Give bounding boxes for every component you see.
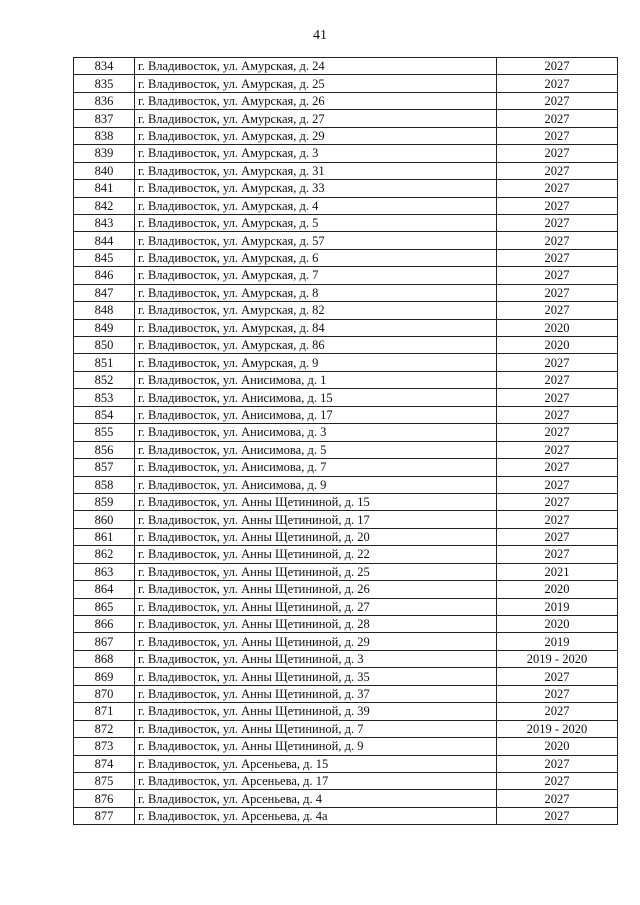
row-address: г. Владивосток, ул. Анны Щетининой, д. 39	[135, 703, 497, 720]
table-row	[74, 302, 618, 319]
row-year: 2020	[497, 738, 618, 755]
table-row	[74, 127, 618, 144]
row-year: 2027	[497, 476, 618, 493]
row-address: г. Владивосток, ул. Амурская, д. 9	[135, 354, 497, 371]
row-number: 877	[74, 807, 135, 824]
row-number: 874	[74, 755, 135, 772]
row-number: 862	[74, 546, 135, 563]
row-number: 857	[74, 459, 135, 476]
table-row	[74, 738, 618, 755]
table-row	[74, 493, 618, 510]
table-row	[74, 75, 618, 92]
row-address: г. Владивосток, ул. Арсеньева, д. 17	[135, 772, 497, 789]
table-row	[74, 371, 618, 388]
row-address: г. Владивосток, ул. Анны Щетининой, д. 35	[135, 668, 497, 685]
row-number: 854	[74, 406, 135, 423]
row-number: 863	[74, 563, 135, 580]
row-number: 838	[74, 127, 135, 144]
row-year: 2027	[497, 197, 618, 214]
row-address: г. Владивосток, ул. Анисимова, д. 3	[135, 424, 497, 441]
row-year: 2027	[497, 92, 618, 109]
row-year: 2020	[497, 581, 618, 598]
row-number: 870	[74, 685, 135, 702]
table-row	[74, 92, 618, 109]
table-row	[74, 267, 618, 284]
row-address: г. Владивосток, ул. Амурская, д. 24	[135, 58, 497, 75]
row-address: г. Владивосток, ул. Амурская, д. 31	[135, 162, 497, 179]
table-row	[74, 180, 618, 197]
row-number: 868	[74, 650, 135, 667]
row-address: г. Владивосток, ул. Анны Щетининой, д. 22	[135, 546, 497, 563]
row-address: г. Владивосток, ул. Амурская, д. 7	[135, 267, 497, 284]
row-number: 849	[74, 319, 135, 336]
table-row	[74, 337, 618, 354]
row-number: 856	[74, 441, 135, 458]
row-number: 850	[74, 337, 135, 354]
row-year: 2027	[497, 58, 618, 75]
table-row	[74, 807, 618, 824]
row-address: г. Владивосток, ул. Анны Щетининой, д. 7	[135, 720, 497, 737]
row-number: 852	[74, 371, 135, 388]
row-address: г. Владивосток, ул. Анны Щетининой, д. 20	[135, 528, 497, 545]
row-address: г. Владивосток, ул. Анны Щетининой, д. 28	[135, 616, 497, 633]
row-address: г. Владивосток, ул. Анны Щетининой, д. 26	[135, 581, 497, 598]
row-year: 2027	[497, 162, 618, 179]
table-row	[74, 668, 618, 685]
row-address: г. Владивосток, ул. Арсеньева, д. 4а	[135, 807, 497, 824]
table-row	[74, 249, 618, 266]
row-number: 875	[74, 772, 135, 789]
table-row	[74, 685, 618, 702]
row-number: 860	[74, 511, 135, 528]
table-row	[74, 790, 618, 807]
row-year: 2021	[497, 563, 618, 580]
row-year: 2027	[497, 127, 618, 144]
table-row	[74, 581, 618, 598]
row-number: 861	[74, 528, 135, 545]
row-address: г. Владивосток, ул. Амурская, д. 8	[135, 284, 497, 301]
row-address: г. Владивосток, ул. Амурская, д. 25	[135, 75, 497, 92]
table-row	[74, 459, 618, 476]
row-address: г. Владивосток, ул. Анисимова, д. 15	[135, 389, 497, 406]
table-row	[74, 284, 618, 301]
row-address: г. Владивосток, ул. Амурская, д. 84	[135, 319, 497, 336]
row-address: г. Владивосток, ул. Амурская, д. 86	[135, 337, 497, 354]
row-year: 2027	[497, 371, 618, 388]
row-address: г. Владивосток, ул. Амурская, д. 82	[135, 302, 497, 319]
table-row	[74, 598, 618, 615]
row-address: г. Владивосток, ул. Анны Щетининой, д. 27	[135, 598, 497, 615]
row-address: г. Владивосток, ул. Анны Щетининой, д. 37	[135, 685, 497, 702]
row-address: г. Владивосток, ул. Амурская, д. 3	[135, 145, 497, 162]
row-number: 842	[74, 197, 135, 214]
row-year: 2020	[497, 337, 618, 354]
row-address: г. Владивосток, ул. Анисимова, д. 5	[135, 441, 497, 458]
row-year: 2027	[497, 75, 618, 92]
row-year: 2027	[497, 424, 618, 441]
row-year: 2027	[497, 528, 618, 545]
table-row	[74, 162, 618, 179]
row-number: 873	[74, 738, 135, 755]
row-number: 876	[74, 790, 135, 807]
table-row	[74, 772, 618, 789]
row-address: г. Владивосток, ул. Анны Щетининой, д. 25	[135, 563, 497, 580]
table-row	[74, 214, 618, 231]
row-address: г. Владивосток, ул. Анны Щетининой, д. 3	[135, 650, 497, 667]
row-number: 853	[74, 389, 135, 406]
table-row	[74, 441, 618, 458]
row-year: 2027	[497, 772, 618, 789]
row-year: 2027	[497, 459, 618, 476]
row-number: 872	[74, 720, 135, 737]
row-year: 2027	[497, 302, 618, 319]
row-number: 848	[74, 302, 135, 319]
table-row	[74, 650, 618, 667]
table-row	[74, 616, 618, 633]
row-number: 867	[74, 633, 135, 650]
row-address: г. Владивосток, ул. Анисимова, д. 9	[135, 476, 497, 493]
table-row	[74, 511, 618, 528]
table-row	[74, 720, 618, 737]
row-address: г. Владивосток, ул. Амурская, д. 26	[135, 92, 497, 109]
row-year: 2027	[497, 685, 618, 702]
table-row	[74, 389, 618, 406]
row-year: 2027	[497, 214, 618, 231]
table-row	[74, 703, 618, 720]
row-number: 846	[74, 267, 135, 284]
row-number: 835	[74, 75, 135, 92]
table-body	[74, 58, 618, 825]
row-number: 859	[74, 493, 135, 510]
row-number: 845	[74, 249, 135, 266]
row-address: г. Владивосток, ул. Анисимова, д. 7	[135, 459, 497, 476]
row-year: 2027	[497, 807, 618, 824]
row-number: 866	[74, 616, 135, 633]
row-number: 841	[74, 180, 135, 197]
row-address: г. Владивосток, ул. Амурская, д. 27	[135, 110, 497, 127]
row-year: 2027	[497, 110, 618, 127]
row-number: 871	[74, 703, 135, 720]
table-row	[74, 406, 618, 423]
row-year: 2027	[497, 546, 618, 563]
row-number: 844	[74, 232, 135, 249]
row-address: г. Владивосток, ул. Амурская, д. 6	[135, 249, 497, 266]
row-year: 2027	[497, 511, 618, 528]
table-row	[74, 58, 618, 75]
row-year: 2027	[497, 406, 618, 423]
row-address: г. Владивосток, ул. Анисимова, д. 17	[135, 406, 497, 423]
table-row	[74, 145, 618, 162]
row-address: г. Владивосток, ул. Амурская, д. 4	[135, 197, 497, 214]
table-row	[74, 232, 618, 249]
row-year: 2027	[497, 493, 618, 510]
table-row	[74, 755, 618, 772]
row-number: 837	[74, 110, 135, 127]
row-address: г. Владивосток, ул. Амурская, д. 57	[135, 232, 497, 249]
table-row	[74, 354, 618, 371]
row-year: 2027	[497, 668, 618, 685]
row-address: г. Владивосток, ул. Анны Щетининой, д. 17	[135, 511, 497, 528]
address-table	[73, 57, 618, 825]
row-year: 2027	[497, 354, 618, 371]
row-number: 864	[74, 581, 135, 598]
table-row	[74, 528, 618, 545]
row-address: г. Владивосток, ул. Анны Щетининой, д. 15	[135, 493, 497, 510]
page-number: 41	[313, 28, 327, 43]
row-address: г. Владивосток, ул. Анисимова, д. 1	[135, 371, 497, 388]
row-number: 851	[74, 354, 135, 371]
row-number: 858	[74, 476, 135, 493]
row-year: 2019 - 2020	[497, 650, 618, 667]
table-row	[74, 633, 618, 650]
table-row	[74, 563, 618, 580]
row-year: 2027	[497, 389, 618, 406]
row-year: 2027	[497, 180, 618, 197]
row-year: 2027	[497, 249, 618, 266]
row-year: 2027	[497, 755, 618, 772]
row-year: 2020	[497, 616, 618, 633]
row-address: г. Владивосток, ул. Анны Щетининой, д. 29	[135, 633, 497, 650]
row-number: 834	[74, 58, 135, 75]
row-address: г. Владивосток, ул. Амурская, д. 5	[135, 214, 497, 231]
row-number: 840	[74, 162, 135, 179]
row-year: 2027	[497, 790, 618, 807]
row-year: 2027	[497, 441, 618, 458]
table-row	[74, 424, 618, 441]
row-address: г. Владивосток, ул. Амурская, д. 33	[135, 180, 497, 197]
row-year: 2027	[497, 703, 618, 720]
row-year: 2027	[497, 267, 618, 284]
table-row	[74, 476, 618, 493]
row-address: г. Владивосток, ул. Арсеньева, д. 4	[135, 790, 497, 807]
table-row	[74, 110, 618, 127]
row-number: 839	[74, 145, 135, 162]
row-year: 2027	[497, 232, 618, 249]
row-number: 836	[74, 92, 135, 109]
row-year: 2019 - 2020	[497, 720, 618, 737]
table-row	[74, 546, 618, 563]
row-number: 843	[74, 214, 135, 231]
row-year: 2020	[497, 319, 618, 336]
row-year: 2019	[497, 598, 618, 615]
row-number: 855	[74, 424, 135, 441]
row-year: 2027	[497, 284, 618, 301]
row-address: г. Владивосток, ул. Амурская, д. 29	[135, 127, 497, 144]
row-address: г. Владивосток, ул. Арсеньева, д. 15	[135, 755, 497, 772]
table-row	[74, 319, 618, 336]
row-number: 869	[74, 668, 135, 685]
row-year: 2019	[497, 633, 618, 650]
row-year: 2027	[497, 145, 618, 162]
row-address: г. Владивосток, ул. Анны Щетининой, д. 9	[135, 738, 497, 755]
row-number: 847	[74, 284, 135, 301]
table-row	[74, 197, 618, 214]
row-number: 865	[74, 598, 135, 615]
